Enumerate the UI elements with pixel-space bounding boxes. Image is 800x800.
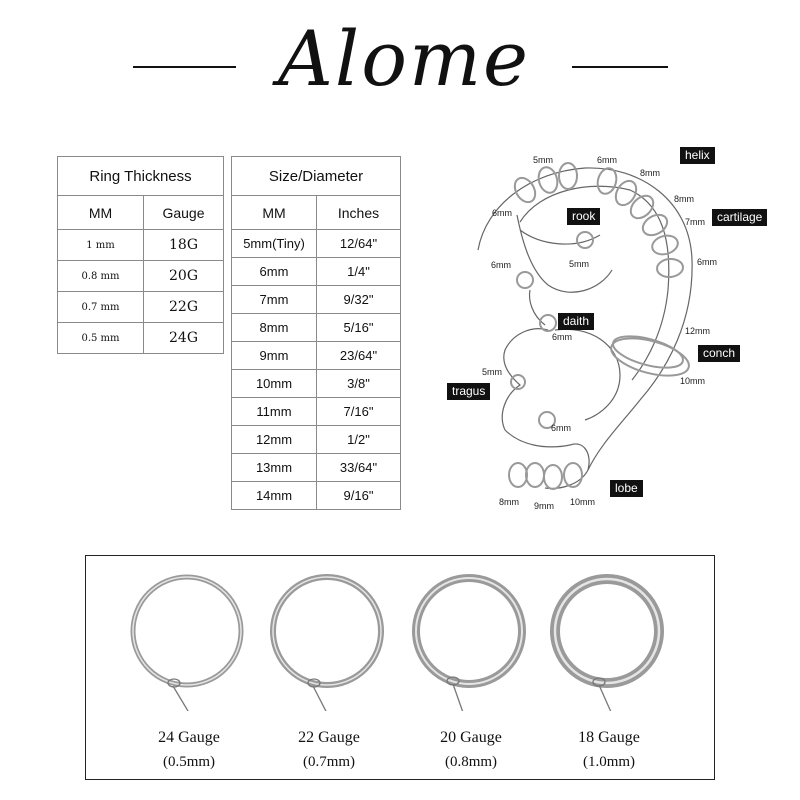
table-title: Size/Diameter [232,157,401,196]
table-row [232,286,401,314]
gauge-item-24 [114,556,264,781]
gauge-item-20 [396,556,546,781]
gauge-thickness: (0.7mm) [302,754,356,770]
piercing-label-tragus: tragus [447,383,490,400]
ear-rings [509,163,693,489]
table-row [232,258,401,286]
table-cell: 9/16" [317,482,401,510]
gauge-name: 24 Gauge [158,729,220,746]
table-cell: 9/32" [317,286,401,314]
table-row [232,314,401,342]
piercing-label-cartilage: cartilage [712,209,767,226]
table-title: Ring Thickness [58,157,224,196]
table-cell: 11mm [232,398,317,426]
table-row [58,230,224,261]
table-cell: 9mm [232,342,317,370]
table-row [232,230,401,258]
table-cell: 20G [144,261,224,292]
gauge-item-18 [534,556,684,781]
size-label: 6mm [492,208,512,218]
size-label: 6mm [552,332,572,342]
table-cell: 0.7 mm [58,292,144,323]
size-label: 7mm [685,217,705,227]
brand-logo: Alome [278,14,530,103]
gauge-thickness: (0.8mm) [444,754,498,770]
size-label: 12mm [685,326,711,336]
table-cell: 0.8 mm [58,261,144,292]
table-cell: 10mm [232,370,317,398]
size-label: 8mm [499,497,519,507]
size-label: 6mm [597,155,617,165]
table-row [232,370,401,398]
table-cell: 1/4" [317,258,401,286]
size-label: 6mm [551,423,571,433]
table-cell: 5/16" [317,314,401,342]
gauge-name: 18 Gauge [578,729,640,746]
size-label: 10mm [680,376,706,386]
piercing-label-conch: conch [698,345,740,362]
table-cell: 13mm [232,454,317,482]
size-diameter-table [231,156,401,510]
ring-thickness-table [57,156,224,354]
ring-18-gauge-image [549,571,673,711]
size-label: 5mm [482,367,502,377]
piercing-label-lobe: lobe [610,480,643,497]
table-cell: 33/64" [317,454,401,482]
gauge-name: 22 Gauge [298,729,360,746]
gauge-item-22 [254,556,404,781]
piercing-label-helix: helix [680,147,715,164]
piercing-label-daith: daith [558,313,594,330]
size-label: 8mm [674,194,694,204]
table-row [58,323,224,354]
size-label: 5mm [569,259,589,269]
table-cell: 7/16" [317,398,401,426]
table-cell: 5mm(Tiny) [232,230,317,258]
table-row [232,342,401,370]
column-header: MM [232,196,317,230]
table-cell: 12mm [232,426,317,454]
size-label: 5mm [533,155,553,165]
size-label: 6mm [697,257,717,267]
table-row [232,426,401,454]
table-cell: 18G [144,230,224,261]
gauge-thickness: (1.0mm) [582,754,636,770]
size-label: 6mm [491,260,511,270]
table-cell: 1/2" [317,426,401,454]
table-cell: 22G [144,292,224,323]
brand-rule-right [572,66,668,68]
table-cell: 7mm [232,286,317,314]
ring-22-gauge-image [269,571,393,711]
column-header: Gauge [144,196,224,230]
ring-20-gauge-image [411,571,535,711]
brand-rule-left [133,66,236,68]
size-label: 9mm [534,501,554,511]
ear-diagram [430,135,770,525]
column-header: MM [58,196,144,230]
table-row [58,261,224,292]
size-label: 8mm [640,168,660,178]
piercing-label-rook: rook [567,208,600,225]
table-cell: 3/8" [317,370,401,398]
table-cell: 0.5 mm [58,323,144,354]
table-cell: 24G [144,323,224,354]
ring-24-gauge-image [129,571,253,711]
table-cell: 1 mm [58,230,144,261]
table-row [232,454,401,482]
table-row [232,398,401,426]
gauge-thickness: (0.5mm) [162,754,216,770]
table-row [58,292,224,323]
size-label: 10mm [570,497,596,507]
table-row [232,482,401,510]
table-cell: 8mm [232,314,317,342]
table-cell: 12/64" [317,230,401,258]
table-cell: 6mm [232,258,317,286]
table-cell: 23/64" [317,342,401,370]
table-cell: 14mm [232,482,317,510]
gauge-comparison-panel [85,555,715,780]
column-header: Inches [317,196,401,230]
gauge-name: 20 Gauge [440,729,502,746]
